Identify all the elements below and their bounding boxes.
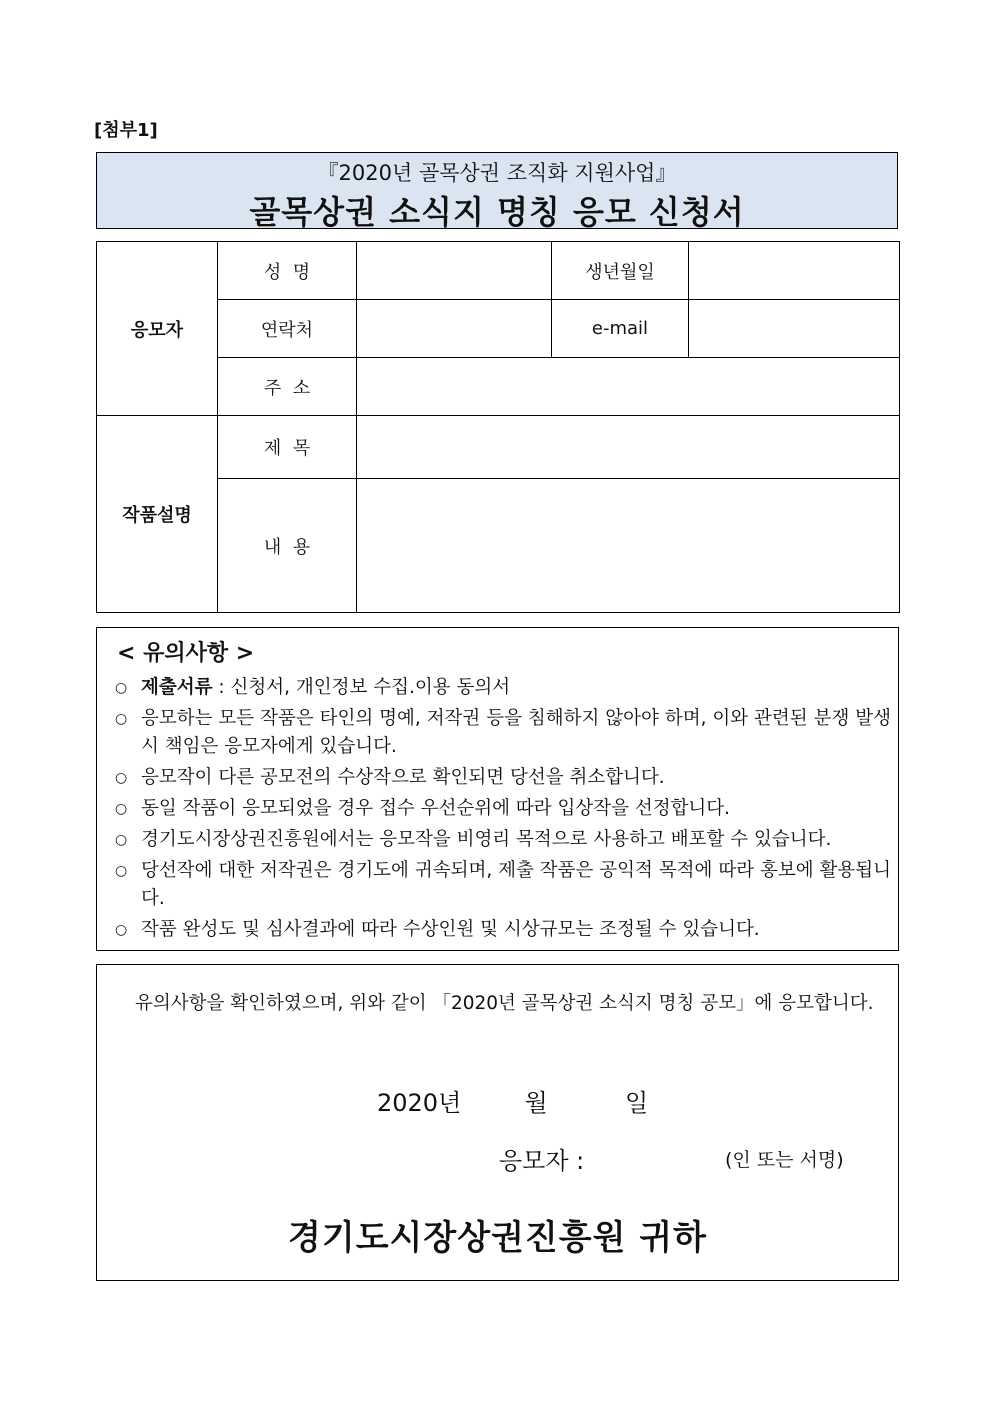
applicant-signature-label: 응모자 : — [499, 1147, 585, 1175]
form-title: 골목상권 소식지 명칭 응모 신청서 — [249, 193, 745, 231]
work-content-label: 내 용 — [218, 479, 357, 613]
note-item — [115, 674, 891, 702]
note-item-text: 응모하는 모든 작품은 타인의 명예, 저작권 등을 침해하지 않아야 하며, 이와 관련된 분쟁 발생시 책임은 응모자에게 있습니다. — [141, 708, 891, 757]
notes-title: < 유의사항 > — [117, 641, 255, 666]
work-category: 작품설명 — [97, 416, 218, 613]
name-label: 성 명 — [218, 242, 357, 300]
bullet-icon: ○ — [115, 922, 128, 938]
note-item — [115, 857, 891, 913]
bullet-icon: ○ — [115, 832, 128, 848]
note-item-text: 동일 작품이 응모되었을 경우 접수 우선순위에 따라 입상작을 선정합니다. — [141, 798, 731, 819]
bullet-icon: ○ — [115, 863, 128, 879]
note-item-heading: 제출서류 — [141, 677, 213, 698]
contact-label: 연락처 — [218, 300, 357, 358]
note-item-text: 응모작이 다른 공모전의 수상작으로 확인되면 당선을 취소합니다. — [141, 767, 665, 788]
note-item-text: 당선작에 대한 저작권은 경기도에 귀속되며, 제출 작품은 공익적 목적에 따라 홍보에 활용됩니다. — [141, 860, 891, 909]
birthdate-label: 생년월일 — [552, 242, 689, 300]
address-label: 주 소 — [218, 358, 357, 416]
note-item-text: : 신청서, 개인정보 수집.이용 동의서 — [212, 677, 511, 698]
note-item-text: 작품 완성도 및 심사결과에 따라 수상인원 및 시상규모는 조정될 수 있습니다. — [141, 919, 760, 940]
name-field[interactable] — [357, 242, 552, 300]
recipient: 경기도시장상권진흥원 귀하 — [288, 1218, 707, 1258]
application-form-table — [96, 241, 900, 613]
birthdate-field[interactable] — [689, 242, 900, 300]
email-label: e-mail — [552, 300, 689, 358]
signature-section — [96, 964, 899, 1281]
date-month: 월 — [524, 1089, 548, 1117]
bullet-icon: ○ — [115, 711, 128, 727]
title-banner — [96, 152, 898, 229]
date-day: 일 — [625, 1089, 649, 1117]
address-field[interactable] — [357, 358, 900, 416]
note-item — [115, 795, 891, 823]
note-item — [115, 705, 891, 761]
note-item — [115, 916, 891, 944]
seal-or-signature-label: (인 또는 서명) — [725, 1149, 844, 1171]
attachment-label: [첨부1] — [94, 120, 158, 141]
work-content-field[interactable] — [357, 479, 900, 613]
email-field[interactable] — [689, 300, 900, 358]
agreement-text: 유의사항을 확인하였으며, 위와 같이 「2020년 골목상권 소식지 명칭 공모」에 응모합니다. — [135, 993, 874, 1014]
bullet-icon: ○ — [115, 680, 128, 696]
bullet-icon: ○ — [115, 801, 128, 817]
note-item — [115, 826, 891, 854]
applicant-category: 응모자 — [97, 242, 218, 416]
program-subtitle: 『2020년 골목상권 조직화 지원사업』 — [317, 161, 677, 185]
work-title-field[interactable] — [357, 416, 900, 479]
signature-date — [377, 1083, 648, 1118]
notes-section — [96, 627, 899, 951]
notes-list — [115, 674, 891, 947]
work-title-label: 제 목 — [218, 416, 357, 479]
contact-field[interactable] — [357, 300, 552, 358]
bullet-icon: ○ — [115, 770, 128, 786]
date-year: 2020년 — [377, 1089, 462, 1117]
note-item-text: 경기도시장상권진흥원에서는 응모작을 비영리 목적으로 사용하고 배포할 수 있습니다. — [141, 829, 832, 850]
note-item — [115, 764, 891, 792]
